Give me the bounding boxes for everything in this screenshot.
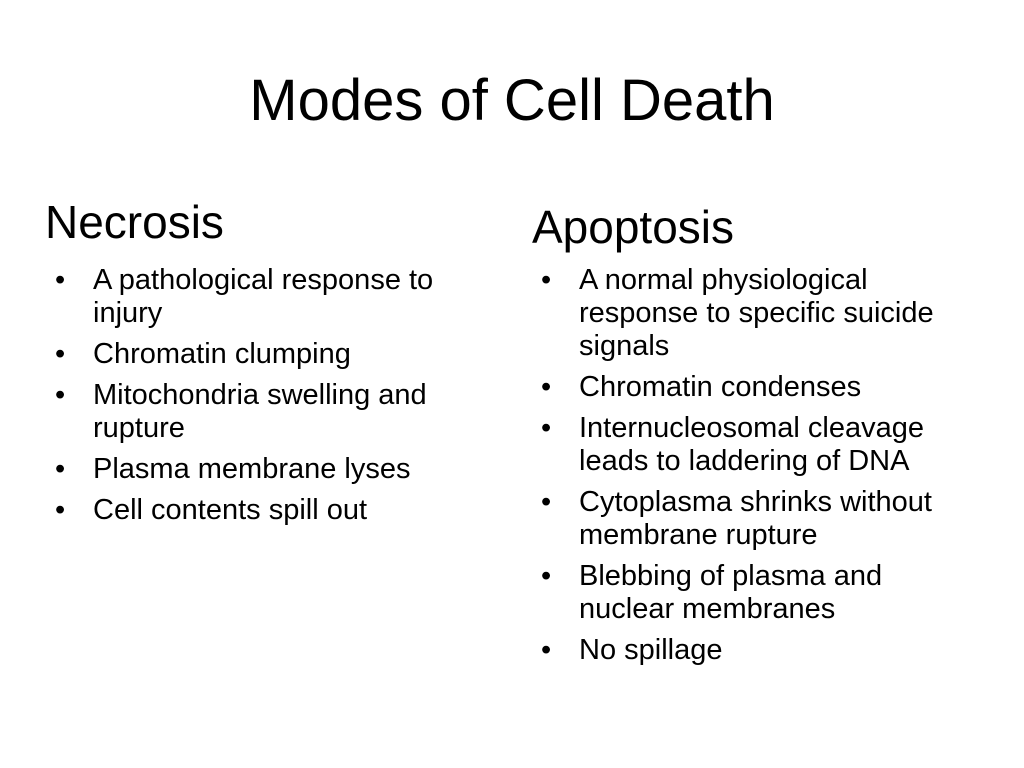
list-item [541,412,981,478]
bullet-icon: • [541,264,552,296]
list-item-text: Internucleosomal cleavage leads to laddering of DNA [579,412,924,477]
list-item-text: Blebbing of plasma and nuclear membranes [579,560,883,625]
bullet-icon: • [541,634,552,666]
list-item [55,338,485,371]
list-item-text: A pathological response to injury [93,264,434,329]
list-item-text: Cell contents spill out [93,494,368,526]
bullet-icon: • [55,264,66,296]
bullet-icon: • [55,494,66,526]
list-item [55,494,485,527]
list-item [55,264,485,330]
list-item [541,486,981,552]
list-item-text: Chromatin clumping [93,338,351,370]
list-item-text: A normal physiological response to specific suicide signals [579,264,934,362]
list-item-text: Plasma membrane lyses [93,453,411,485]
apoptosis-heading: Apoptosis [532,201,735,253]
list-item-text: Cytoplasma shrinks without membrane rupture [579,486,932,551]
list-item-text: Chromatin condenses [579,371,862,403]
bullet-icon: • [55,338,66,370]
bullet-icon: • [541,560,552,592]
bullet-icon: • [541,412,552,444]
apoptosis-list [541,264,981,675]
list-item [55,453,485,486]
list-item [541,371,981,404]
necrosis-heading: Necrosis [45,196,224,248]
bullet-icon: • [541,486,552,518]
list-item [541,560,981,626]
list-item [541,264,981,363]
bullet-icon: • [541,371,552,403]
list-item-text: Mitochondria swelling and rupture [93,379,427,444]
bullet-icon: • [55,453,66,485]
slide-title: Modes of Cell Death [249,68,775,133]
list-item-text: No spillage [579,634,723,666]
necrosis-list [55,264,485,535]
bullet-icon: • [55,379,66,411]
list-item [55,379,485,445]
list-item [541,634,981,667]
